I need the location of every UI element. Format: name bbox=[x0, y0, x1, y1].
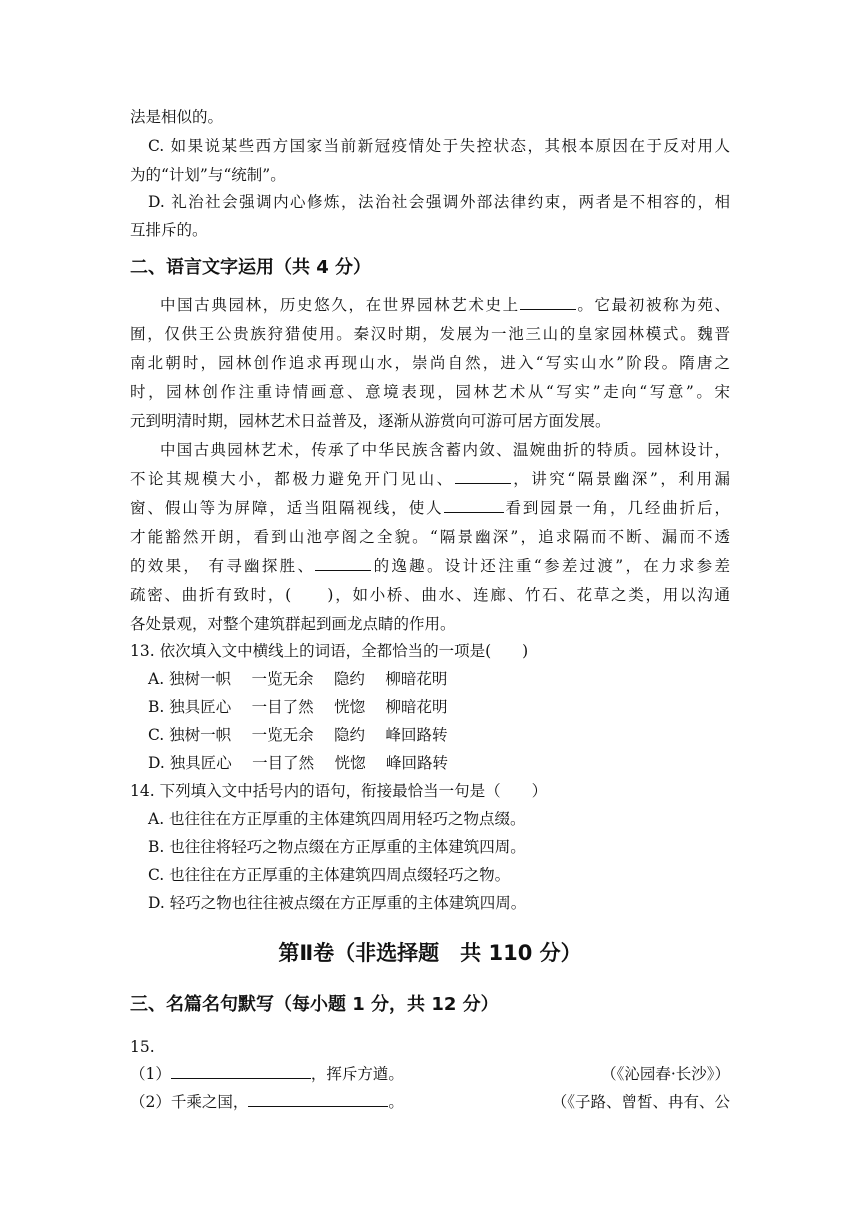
q15-item1-blank[interactable] bbox=[171, 1064, 311, 1079]
para1-line5: 元到明清时期，园林艺术日益普及，逐渐从游赏向可游可居方面发展。 bbox=[130, 412, 611, 430]
q13-option-d: D. 独具匠心 一目了然 恍惚 峰回路转 bbox=[148, 754, 449, 772]
q15-item2-prefix: （2）千乘之国， bbox=[130, 1093, 249, 1111]
part2-heading: 第Ⅱ卷（非选择题 共 110 分） bbox=[278, 941, 582, 965]
para1-line1-a: 中国古典园林，历史悠久，在世界园林艺术史上 bbox=[160, 296, 520, 314]
q15-item1-suffix: ，挥斥方遒。 bbox=[310, 1065, 404, 1083]
blank-1 bbox=[520, 295, 576, 310]
para1-line4: 时，园林创作注重诗情画意、意境表现，园林艺术从“写实”走向“写意”。宋 bbox=[130, 383, 730, 401]
para1-line1-b: 。它最初被称为苑、 bbox=[575, 296, 730, 314]
para1-line3: 南北朝时，园林创作追求再现山水，崇尚自然，进入“写实山水”阶段。隋唐之 bbox=[130, 354, 730, 372]
section3-heading: 三、名篇名句默写（每小题 1 分，共 12 分） bbox=[130, 994, 499, 1015]
q13-option-a: A. 独树一帜 一览无余 隐约 柳暗花明 bbox=[148, 670, 448, 688]
para2-line7: 各处景观，对整个建筑群起到画龙点睛的作用。 bbox=[130, 615, 456, 633]
option-c-line2: 为的“计划”与“统制”。 bbox=[130, 166, 286, 184]
para2-line3-a: 窗、假山等为屏障，适当阻隔视线，使人 bbox=[130, 499, 444, 517]
q15-item2-suffix: 。 bbox=[388, 1093, 404, 1111]
blank-2 bbox=[455, 469, 511, 484]
para2-line3 bbox=[130, 494, 730, 523]
q15-number: 15. bbox=[130, 1038, 155, 1056]
para2-line4: 才能豁然开朗，看到山池亭阁之全貌。“隔景幽深”，追求隔而不断、漏而不透 bbox=[130, 528, 730, 546]
para2-line3-b: 看到园景一角，几经曲折后， bbox=[503, 499, 730, 517]
q15-item1-source: （《沁园春·长沙》） bbox=[601, 1065, 730, 1083]
para2-line5-b: 的逸趣。设计还注重“参差过渡”，在力求参差 bbox=[371, 557, 730, 575]
q15-item1-prefix: （1） bbox=[130, 1065, 171, 1083]
para1-line1 bbox=[160, 291, 730, 320]
q15-item2 bbox=[130, 1092, 404, 1112]
option-b-tail: 法是相似的。 bbox=[130, 108, 224, 126]
q13-stem: 13. 依次填入文中横线上的词语，全都恰当的一项是( ) bbox=[130, 642, 529, 660]
q15-item2-blank[interactable] bbox=[248, 1092, 388, 1107]
section2-heading: 二、语言文字运用（共 4 分） bbox=[130, 257, 372, 278]
blank-4 bbox=[315, 556, 371, 571]
q14-option-d: D. 轻巧之物也往往被点缀在方正厚重的主体建筑四周。 bbox=[148, 894, 527, 912]
q13-option-b: B. 独具匠心 一目了然 恍惚 柳暗花明 bbox=[148, 698, 448, 716]
option-c-line1: C. 如果说某些西方国家当前新冠疫情处于失控状态，其根本原因在于反对用人 bbox=[148, 137, 730, 155]
q14-option-c: C. 也往往在方正厚重的主体建筑四周点缀轻巧之物。 bbox=[148, 866, 511, 884]
para2-line5 bbox=[130, 552, 730, 581]
q14-option-a: A. 也往往在方正厚重的主体建筑四周用轻巧之物点缀。 bbox=[148, 810, 526, 828]
para2-line2 bbox=[130, 465, 730, 494]
para2-line2-b: ，讲究“隔景幽深”，利用漏 bbox=[510, 470, 730, 488]
q14-stem: 14. 下列填入文中括号内的语句，衔接最恰当一句是（ ） bbox=[130, 782, 548, 800]
option-d-line1: D. 礼治社会强调内心修炼，法治社会强调外部法律约束，两者是不相容的，相 bbox=[148, 193, 730, 211]
q15-item1 bbox=[130, 1064, 404, 1084]
para2-line2-a: 不论其规模大小，都极力避免开门见山、 bbox=[130, 470, 455, 488]
para2-line1: 中国古典园林艺术，传承了中华民族含蓄内敛、温婉曲折的特质。园林设计， bbox=[160, 441, 730, 459]
q14-option-b: B. 也往往将轻巧之物点缀在方正厚重的主体建筑四周。 bbox=[148, 838, 526, 856]
para1-line2: 囿，仅供王公贵族狩猎使用。秦汉时期，发展为一池三山的皇家园林模式。魏晋 bbox=[130, 325, 730, 343]
q13-option-c: C. 独树一帜 一览无余 隐约 峰回路转 bbox=[148, 726, 448, 744]
para2-line6: 疏密、曲折有致时，( )，如小桥、曲水、连廊、竹石、花草之类，用以沟通 bbox=[130, 586, 730, 604]
option-d-line2: 互排斥的。 bbox=[130, 221, 208, 239]
para2-line5-a: 的效果， 有寻幽探胜、 bbox=[130, 557, 316, 575]
q15-item2-source: （《子路、曾皙、冉有、公 bbox=[551, 1093, 730, 1111]
blank-3 bbox=[444, 498, 504, 513]
